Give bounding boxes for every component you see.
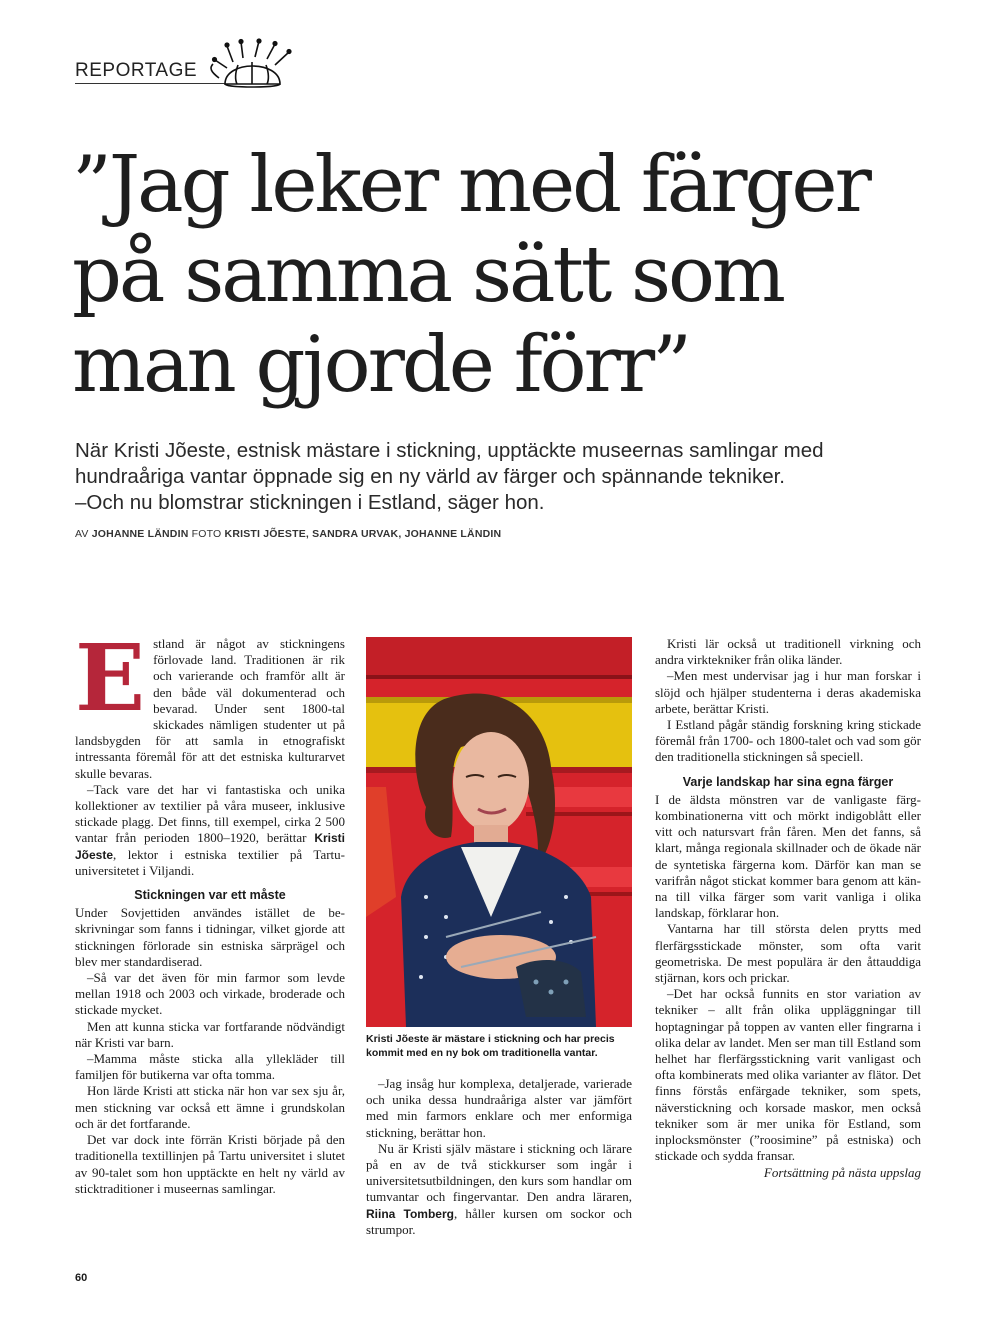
- standfirst: [75, 438, 925, 516]
- portrait-photo: [366, 637, 632, 1027]
- paragraph-text: , håller kursen om sockor och strumpor.: [366, 1205, 632, 1237]
- article-paragraph: –Så var det även för min farmor som levde mellan 1918 och 2003 och virkade, broderade och stickade mycket.: [75, 970, 345, 1018]
- byline: [75, 528, 925, 540]
- byline-author: JOHANNE LÄNDIN: [91, 528, 189, 540]
- paragraph-text: –Tack vare det har vi fantastiska och unika kollektioner av textilier på våra museer, inklusive stickade plagg. Det finns, till exempel, cirka 2 500 vantar från perioden 1800–1920, berättar: [75, 781, 345, 846]
- article-paragraph: Under Sovjettiden användes istället de beskrivningar som fanns i tidningar, vilket gjorde att stickningen förlorade sin estniska särprägel och blev mer standardiserad.: [75, 905, 345, 969]
- continued-note: Fortsättning på nästa uppslag: [763, 1164, 921, 1180]
- article-paragraph: Det var dock inte förrän Kristi började på den traditionella textillinjen på Tartu universitet i slutet av 90-talet som hon upptäckte en helt ny värld av sticktraditioner i museernas samlingar.: [75, 1132, 345, 1196]
- drop-cap: E: [75, 624, 146, 732]
- paragraph-text: Nu är Kristi själv mästare i stickning och lärare på en av de två stickkurser som ingår i universitetsutbildningen, den kurs som handlar om tumvantar och fingervantar. Den andra läraren,: [366, 1140, 632, 1205]
- person-name: Kristi Jõeste: [75, 831, 345, 862]
- byline-photo-prefix: FOTO: [191, 528, 222, 540]
- paragraph-text: stland är något av stickningens förlovade land. Traditionen är rik och varierande och framför allt är den både väl dokumenterad och bevarad. Under sent 1800-tal skickades nämligen studenter ut på landsbygden för att samla in etnografiskt intressanta föremål för att det estniska kulturarvet skulle bevaras.: [75, 636, 345, 781]
- standfirst-line: När Kristi Jõeste, estnisk mästare i stickning, upptäckte museernas samlingar med: [75, 439, 824, 462]
- page-number: 60: [75, 1272, 88, 1284]
- subheading: Stickningen var ett måste: [134, 888, 286, 903]
- headline-line: ”Jag leker med färger: [72, 140, 869, 230]
- article-paragraph: I Estland pågår ständig forskning kring stickade föremål från 1700- och 1800-talet och vad som gör den traditionella stickningen så speciell.: [655, 717, 921, 765]
- pincushion-icon: [205, 38, 300, 88]
- article-paragraph: –Mamma måste sticka alla yllekläder till familjen för butikerna var ofta tomma.: [75, 1051, 345, 1083]
- section-label: REPORTAGE: [75, 60, 198, 81]
- headline-line: på samma sätt som: [72, 230, 783, 320]
- subheading: Varje landskap har sina egna färger: [682, 774, 894, 789]
- article-paragraph: Kristi lär också ut traditionell virkning och andra virktekniker från olika länder.: [655, 636, 921, 668]
- standfirst-line: –Och nu blomstrar stickningen i Estland, säger hon.: [75, 491, 545, 514]
- article-paragraph: –Det har också funnits en stor variation av tekniker – allt från olika uppläggningar till hoptagningar på toppen av vanten eller fingrarna i olika delar av landet. Men ser man till Estland som helhet har flerfärgsstickning varit vanligast och ofta kombinerats med olika varianter av flätor. Det finns förstås enfärgade tekniker, som spets, näverstickning och korsade maskor, men också tekniker som är mer unika för Estland, som inplocksmönster (”roosimine” på estniska) och stickade och sydda fransar.: [655, 986, 921, 1164]
- article-paragraph: –Jag insåg hur komplexa, detaljerade, varierade och unika dessa hundraåriga alster var jämfört med min farmors enklare och mer enformiga stickning, berättar hon.: [366, 1076, 632, 1140]
- article-paragraph: –Men mest undervisar jag i hur man forskar i slöjd och hjälper studenterna i deras akademiska arbete, berättar Kristi.: [655, 668, 921, 716]
- article-paragraph: [75, 624, 345, 782]
- portrait-illustration: [366, 637, 632, 1027]
- article-paragraph: Vantarna har till största delen prytts med flerfärgsstickade mönster, som ofta varit geometriska. De mest populära är den åttauddiga stjärnan, kors och prickar.: [655, 921, 921, 986]
- headline-line: man gjorde förr”: [72, 320, 690, 410]
- article-column-1: [75, 624, 345, 1197]
- person-name: Riina Tomberg: [366, 1206, 454, 1221]
- standfirst-line: hundraåriga vantar öppnade sig en ny värld av färger och spännande tekniker.: [75, 465, 786, 488]
- article-paragraph: Hon lärde Kristi att sticka när hon var sex sju år, men stickning var också ett ämne i grundskolan och är det fortfarande.: [75, 1083, 345, 1131]
- article-column-2: [366, 1076, 632, 1238]
- section-header: [75, 38, 305, 90]
- section-rule: [75, 83, 225, 84]
- photo-caption: Kristi Jõeste är mästare i stickning och har precis kommit med en ny bok om traditionella vantar.: [366, 1033, 615, 1059]
- article-paragraph: [75, 782, 345, 879]
- byline-author-prefix: AV: [75, 528, 89, 540]
- article-paragraph: Men att kunna sticka var fortfarande nödvändigt när Kristi var barn.: [75, 1018, 345, 1050]
- headline: [72, 140, 952, 410]
- paragraph-text: , lektor i estniska textilier på Tartu-universitetet i Viljandi.: [75, 846, 345, 878]
- byline-photographers: KRISTI JÕESTE, SANDRA URVAK, JOHANNE LÄNDIN: [224, 528, 502, 540]
- article-paragraph: [366, 1141, 632, 1238]
- article-column-3: [655, 636, 921, 1181]
- article-paragraph: I de äldsta mönstren var de vanligaste färgkombinationerna vitt och mörkt indigoblått eller vitt och natursvart från fåren. Men det fanns, så klart, många regionala skillnader och de ökade när de syntetiska färgerna kom. Därför kan man se varifrån något stickat kommer bara genom att känna till vilka färger som varit vanliga i olika landskap, förklarar hon.: [655, 791, 921, 921]
